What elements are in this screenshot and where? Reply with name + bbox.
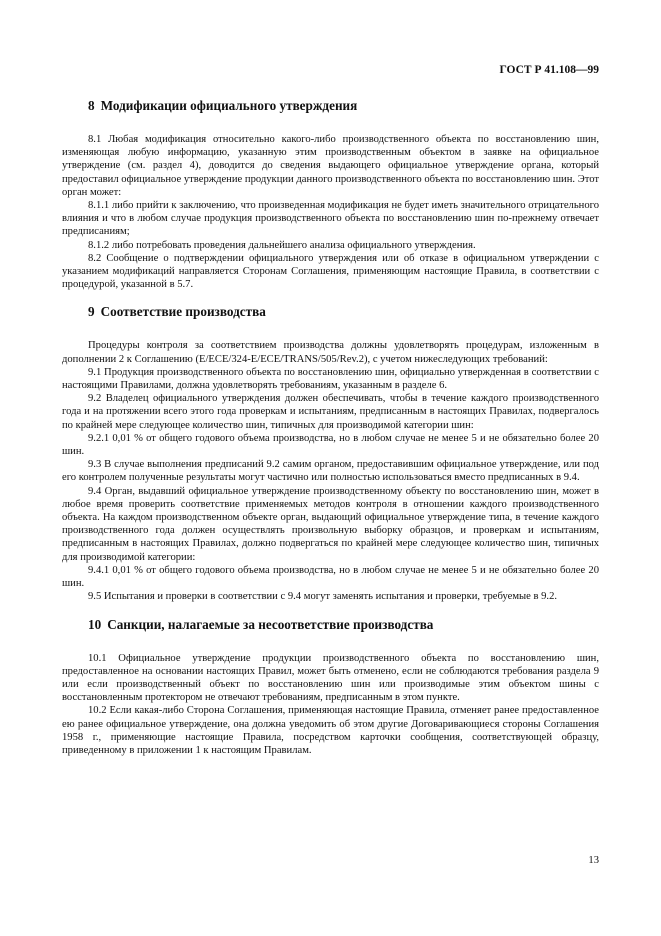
section-title: Санкции, налагаемые за несоответствие производства — [107, 616, 434, 632]
paragraph: 9.2 Владелец официального утверждения должен обеспечивать, чтобы в течение каждого производственного года и на протяжении всего этого года проверкам и испытаниям, предписанным в настоящих Правилах, подвергалось по крайней мере следующее количество шин, типичных для производимой категории шин: — [62, 393, 599, 431]
paragraph: 9.3 В случае выполнения предписаний 9.2 самим органом, предоставившим официальное утверждение, или под его контролем полученные результаты могут частично или полностью использоваться вместо предписанных в 9.4. — [62, 459, 599, 484]
spacer — [62, 604, 599, 617]
paragraph: 8.2 Сообщение о подтверждении официального утверждения или об отказе в официальном утверждении с указанием модификаций направляется Сторонам Соглашения, применяющим настоящие Правила, в соответствии с процедурой, указанной в 5.7. — [62, 252, 599, 291]
section-8-heading — [88, 98, 599, 114]
document-body — [62, 98, 599, 757]
section-title: Соответствие производства — [100, 304, 266, 320]
section-number: 9 — [88, 304, 95, 320]
spacer — [62, 291, 599, 304]
paragraph: 9.2.1 0,01 % от общего годового объема производства, но в любом случае не менее 5 и не обязательно более 20 шин. — [62, 432, 599, 458]
section-10-heading — [88, 617, 599, 633]
section-9-heading — [88, 304, 599, 320]
paragraph: 9.4.1 0,01 % от общего годового объема производства, но в любом случае не менее 5 и не обязательно более 20 шин. — [62, 564, 599, 590]
section-title: Модификации официального утверждения — [100, 98, 358, 113]
paragraph: 10.1 Официальное утверждение продукции производственного объекта по восстановлению шин, предоставленное на основании настоящих Правил, может быть отменено, если не соблюдаются требования раздела 9 или если производственный объект по восстановлению шин или производимые этим объектом шины с восстановленным протектором не отвечают требованиям, предписанным в этом пункте. — [62, 652, 599, 704]
section-number: 8 — [88, 98, 95, 113]
paragraph: 9.1 Продукция производственного объекта по восстановлению шин, официально утвержденная в соответствии с настоящими Правилами, должна удовлетворять требованиям, указанным в разделе 6. — [62, 366, 599, 392]
section-number: 10 — [88, 616, 102, 632]
paragraph: 8.1 Любая модификация относительно какого-либо производственного объекта по восстановлению шин, изменяющая любую информацию, указанную этим производственным объектом в заявке на официальное утверждение (см. раздел 4), доводится до сведения выдающего официальное утверждение органа, который предоставил официальное утверждение продукции данного производственного объекта по восстановлению шин. Этот орган может: — [62, 134, 599, 198]
page-number: 13 — [588, 855, 599, 866]
paragraph: 8.1.1 либо прийти к заключению, что произведенная модификация не будет иметь значительного отрицательного влияния и что в любом случае продукция производственного объекта по восстановлению шин по-прежнему отвечает предписаниям; — [62, 200, 599, 238]
paragraph: 9.5 Испытания и проверки в соответствии с 9.4 могут заменять испытания и проверки, требуемые в 9.2. — [88, 591, 558, 603]
paragraph: Процедуры контроля за соответствием производства должны удовлетворять процедурам, изложенным в дополнении 2 к Соглашению (E/ECE/324-E/ECE/TRANS/505/Rev.2), с учетом нижеследующих требований: — [62, 340, 599, 365]
paragraph: 9.4 Орган, выдавший официальное утверждение производственному объекту по восстановлению шин, может в любое время проверить соответствие применяемых методов контроля в отношении каждого производственного объекта. На каждом производственном объекте орган, выдающий официальное утверждение типа, в течение каждого производственного года должен осуществлять произвольную выборку образцов, и проверкам и испытаниям, предписанным в настоящих Правилах, должно подвергаться по крайней мере следующее количество шин, типичных для производимой категории: — [62, 485, 599, 563]
paragraph: 10.2 Если какая-либо Сторона Соглашения, применяющая настоящие Правила, отменяет ранее предоставленное ею ранее официальное утверждение, она должна уведомить об этом другие Договаривающиеся стороны Соглашения 1958 г., применяющие настоящие Правила, посредством карточки сообщения, соответствующей образцу, приведенному в приложении 1 к настоящим Правилам. — [62, 705, 599, 756]
document-header: ГОСТ Р 41.108—99 — [499, 64, 599, 76]
paragraph: 8.1.2 либо потребовать проведения дальнейшего анализа официального утверждения. — [88, 239, 476, 251]
